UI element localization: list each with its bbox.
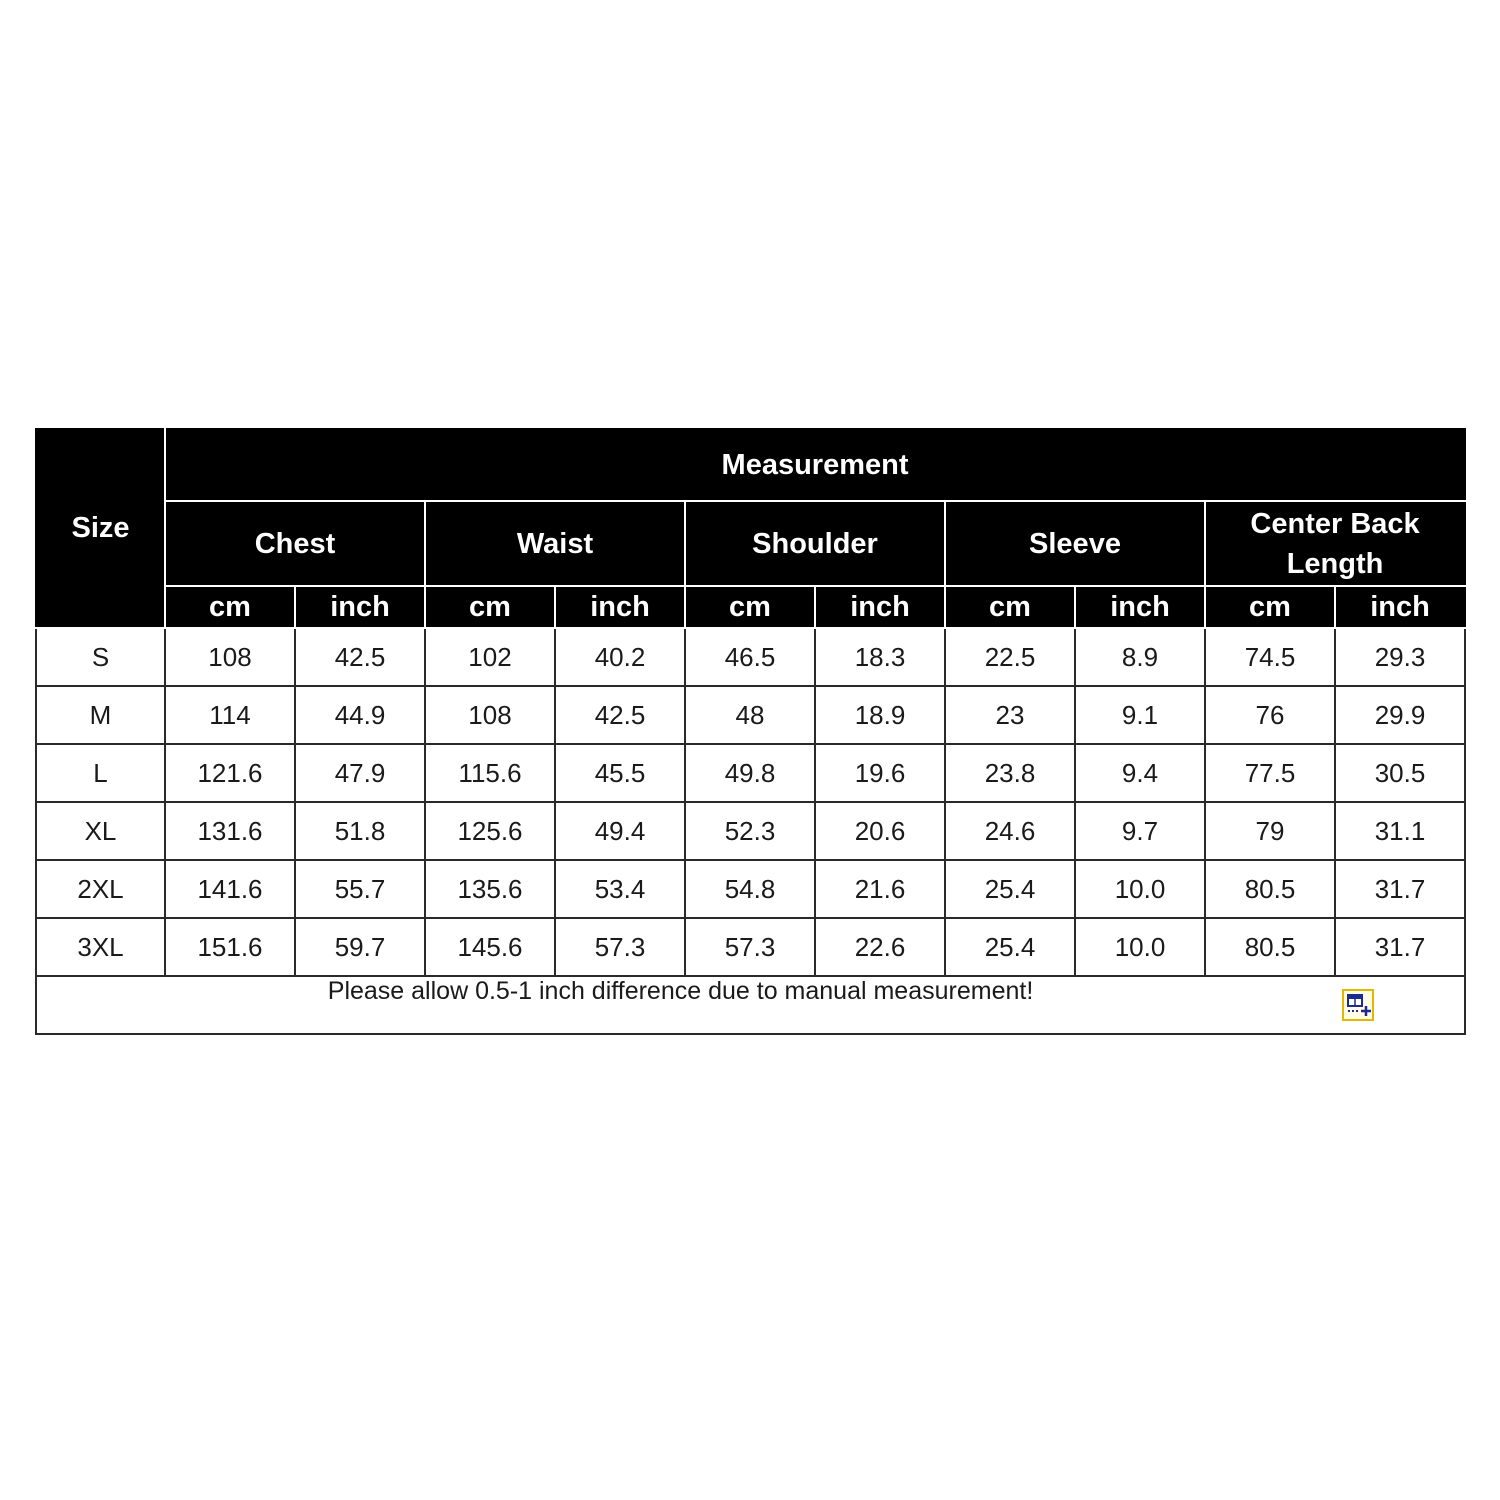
measurement-note: Please allow 0.5-1 inch difference due to manual measurement! — [327, 977, 1034, 1005]
value-cell: 47.9 — [295, 744, 425, 802]
value-cell: 29.3 — [1335, 628, 1465, 686]
value-cell: 53.4 — [555, 860, 685, 918]
center-back-length-header: Center Back Length — [1205, 501, 1465, 586]
table-row — [36, 686, 1465, 744]
unit-header-cm: cm — [165, 586, 295, 628]
value-cell: 79 — [1205, 802, 1335, 860]
measurement-header: Measurement — [165, 429, 1465, 501]
value-cell: 57.3 — [555, 918, 685, 976]
value-cell: 45.5 — [555, 744, 685, 802]
table-row — [36, 918, 1465, 976]
size-cell: M — [36, 686, 165, 744]
unit-header-cm: cm — [425, 586, 555, 628]
value-cell: 49.4 — [555, 802, 685, 860]
value-cell: 125.6 — [425, 802, 555, 860]
note-cell — [36, 976, 1465, 1034]
value-cell: 102 — [425, 628, 555, 686]
value-cell: 9.7 — [1075, 802, 1205, 860]
size-rows — [36, 628, 1465, 976]
value-cell: 80.5 — [1205, 860, 1335, 918]
value-cell: 25.4 — [945, 918, 1075, 976]
unit-header-cm: cm — [945, 586, 1075, 628]
size-cell: 3XL — [36, 918, 165, 976]
value-cell: 57.3 — [685, 918, 815, 976]
value-cell: 80.5 — [1205, 918, 1335, 976]
value-cell: 55.7 — [295, 860, 425, 918]
value-cell: 31.7 — [1335, 918, 1465, 976]
unit-header-inch: inch — [1335, 586, 1465, 628]
size-cell: XL — [36, 802, 165, 860]
value-cell: 114 — [165, 686, 295, 744]
value-cell: 29.9 — [1335, 686, 1465, 744]
value-cell: 22.6 — [815, 918, 945, 976]
size-cell: 2XL — [36, 860, 165, 918]
value-cell: 31.1 — [1335, 802, 1465, 860]
value-cell: 23.8 — [945, 744, 1075, 802]
table-row — [36, 628, 1465, 686]
unit-header-cm: cm — [1205, 586, 1335, 628]
value-cell: 23 — [945, 686, 1075, 744]
unit-header-inch: inch — [815, 586, 945, 628]
value-cell: 18.9 — [815, 686, 945, 744]
value-cell: 77.5 — [1205, 744, 1335, 802]
value-cell: 54.8 — [685, 860, 815, 918]
table-row — [36, 860, 1465, 918]
unit-header-cm: cm — [685, 586, 815, 628]
value-cell: 121.6 — [165, 744, 295, 802]
value-cell: 9.1 — [1075, 686, 1205, 744]
value-cell: 108 — [165, 628, 295, 686]
value-cell: 131.6 — [165, 802, 295, 860]
waist-header: Waist — [425, 501, 685, 586]
value-cell: 44.9 — [295, 686, 425, 744]
value-cell: 18.3 — [815, 628, 945, 686]
value-cell: 46.5 — [685, 628, 815, 686]
value-cell: 10.0 — [1075, 918, 1205, 976]
unit-header-inch: inch — [295, 586, 425, 628]
shoulder-header: Shoulder — [685, 501, 945, 586]
value-cell: 141.6 — [165, 860, 295, 918]
value-cell: 40.2 — [555, 628, 685, 686]
value-cell: 8.9 — [1075, 628, 1205, 686]
value-cell: 135.6 — [425, 860, 555, 918]
value-cell: 145.6 — [425, 918, 555, 976]
note-row — [36, 976, 1465, 1034]
sleeve-header: Sleeve — [945, 501, 1205, 586]
size-cell: L — [36, 744, 165, 802]
value-cell: 24.6 — [945, 802, 1075, 860]
table-row — [36, 802, 1465, 860]
size-cell: S — [36, 628, 165, 686]
value-cell: 30.5 — [1335, 744, 1465, 802]
value-cell: 76 — [1205, 686, 1335, 744]
value-cell: 51.8 — [295, 802, 425, 860]
value-cell: 42.5 — [555, 686, 685, 744]
unit-header-inch: inch — [555, 586, 685, 628]
value-cell: 115.6 — [425, 744, 555, 802]
chest-header: Chest — [165, 501, 425, 586]
value-cell: 22.5 — [945, 628, 1075, 686]
value-cell: 31.7 — [1335, 860, 1465, 918]
value-cell: 59.7 — [295, 918, 425, 976]
value-cell: 20.6 — [815, 802, 945, 860]
value-cell: 49.8 — [685, 744, 815, 802]
value-cell: 21.6 — [815, 860, 945, 918]
value-cell: 10.0 — [1075, 860, 1205, 918]
value-cell: 25.4 — [945, 860, 1075, 918]
unit-header-inch: inch — [1075, 586, 1205, 628]
value-cell: 108 — [425, 686, 555, 744]
value-cell: 42.5 — [295, 628, 425, 686]
size-chart-table — [35, 428, 1466, 1035]
value-cell: 19.6 — [815, 744, 945, 802]
value-cell: 52.3 — [685, 802, 815, 860]
value-cell: 74.5 — [1205, 628, 1335, 686]
size-header: Size — [36, 429, 165, 628]
table-row — [36, 744, 1465, 802]
value-cell: 151.6 — [165, 918, 295, 976]
value-cell: 48 — [685, 686, 815, 744]
table-options-icon[interactable] — [1342, 989, 1374, 1021]
value-cell: 9.4 — [1075, 744, 1205, 802]
unit-header-row — [36, 586, 1465, 628]
